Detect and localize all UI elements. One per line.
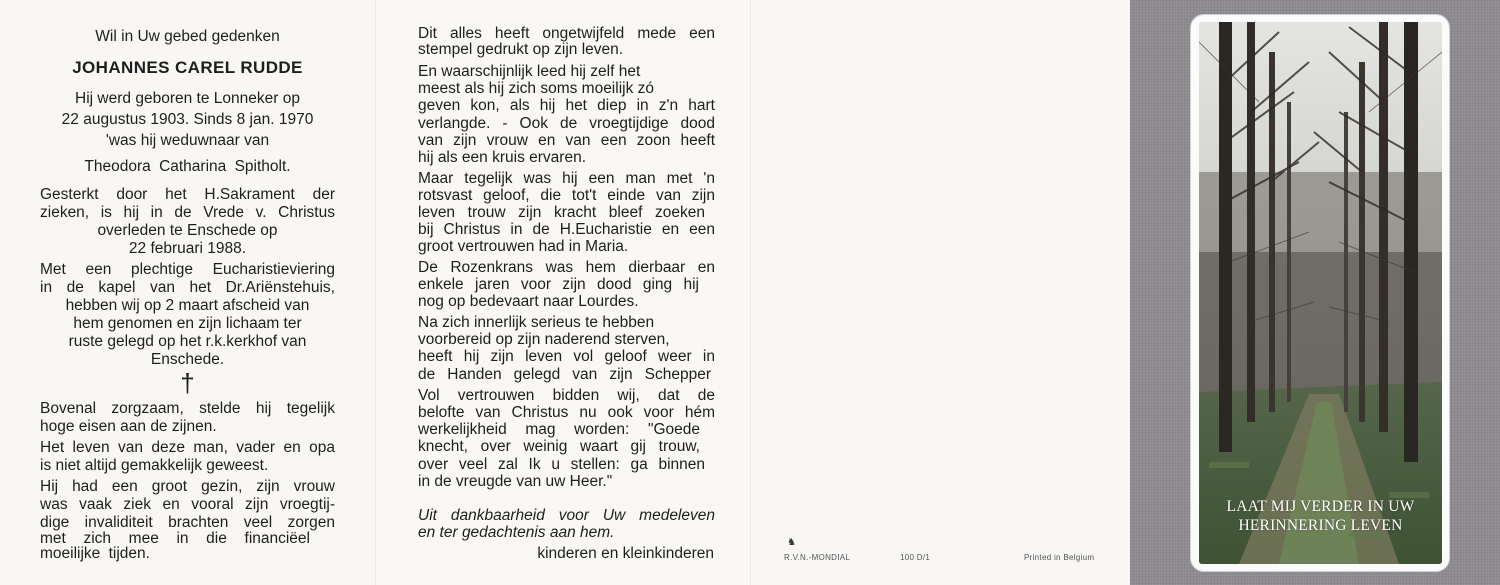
paragraph-line: Maar tegelijk was hij een man met 'n bbox=[418, 170, 715, 187]
cover-photo bbox=[1199, 22, 1442, 564]
cross-icon: † bbox=[180, 368, 195, 398]
paragraph-line: hoge eisen aan de zijnen. bbox=[40, 418, 217, 435]
death-line: zieken, is hij in de Vrede v. Christus bbox=[40, 204, 335, 221]
paragraph-line: stempel gedrukt op zijn leven. bbox=[418, 41, 624, 58]
paragraph-line: Vol vertrouwen bidden wij, dat de bbox=[418, 387, 715, 404]
paragraph-line: moeilijke tijden. bbox=[40, 545, 150, 562]
funeral-line: Met een plechtige Eucharistieviering bbox=[40, 261, 335, 278]
death-line: Gesterkt door het H.Sakrament der bbox=[40, 186, 335, 203]
paragraph-line: dige invaliditeit brachten veel zorgen bbox=[40, 514, 335, 531]
paragraph-line: voorbereid op zijn naderend sterven, bbox=[418, 331, 670, 348]
print-code: 100 D/1 bbox=[900, 553, 931, 562]
paragraph-line: verlangde. - Ook de vroegtijdige dood bbox=[418, 115, 715, 132]
paragraph-line: Na zich innerlijk serieus te hebben bbox=[418, 314, 655, 331]
death-line: 22 februari 1988. bbox=[128, 240, 247, 257]
death-line: overleden te Enschede op bbox=[97, 222, 278, 239]
card-panel-back bbox=[750, 0, 1130, 585]
born-line: Hij werd geboren te Lonneker op bbox=[75, 90, 300, 107]
paragraph-line: De Rozenkrans was hem dierbaar en bbox=[418, 259, 715, 276]
born-line: 'was hij weduwnaar van bbox=[105, 132, 270, 149]
spouse-name: Theodora Catharina Spitholt. bbox=[84, 158, 291, 175]
thanks-line: Uit dankbaarheid voor Uw medeleven bbox=[418, 507, 715, 524]
fold-line bbox=[750, 0, 751, 585]
publisher-logo-icon: ♞ bbox=[787, 537, 797, 548]
paragraph-line: enkele jaren voor zijn dood ging hij bbox=[418, 276, 699, 293]
paragraph-line: belofte van Christus nu ook voor hém bbox=[418, 404, 715, 421]
intro-text: Wil in Uw gebed gedenken bbox=[95, 28, 280, 45]
deceased-name: JOHANNES CAREL RUDDE bbox=[72, 58, 303, 77]
paragraph-line: groot vertrouwen had in Maria. bbox=[418, 238, 629, 255]
paragraph-line: bij Christus in de H.Eucharistie en een bbox=[418, 221, 715, 238]
funeral-line: hem genomen en zijn lichaam ter bbox=[73, 315, 302, 332]
funeral-line: Enschede. bbox=[150, 351, 225, 368]
paragraph-line: is niet altijd gemakkelijk geweest. bbox=[40, 457, 269, 474]
paragraph-line: Dit alles heeft ongetwijfeld mede een bbox=[418, 25, 715, 42]
paragraph-line: met zich mee in die financiëel bbox=[40, 530, 310, 547]
paragraph-line: nog op bedevaart naar Lourdes. bbox=[418, 293, 639, 310]
fold-line bbox=[375, 0, 376, 585]
publisher-name: R.V.N.-MONDIAL bbox=[784, 553, 851, 562]
forest-path-illustration bbox=[1199, 22, 1442, 564]
funeral-line: in de kapel van het Dr.Ariënstehuis, bbox=[40, 279, 335, 296]
paragraph-line: Hij had een groot gezin, zijn vrouw bbox=[40, 478, 335, 495]
cover-caption-line: HERINNERING LEVEN bbox=[1238, 517, 1403, 534]
paragraph-line: Bovenal zorgzaam, stelde hij tegelijk bbox=[40, 400, 335, 417]
paragraph-line: En waarschijnlijk leed hij zelf het bbox=[418, 63, 641, 80]
paragraph-line: meest als hij zich soms moeilijk zó bbox=[418, 80, 655, 97]
funeral-line: hebben wij op 2 maart afscheid van bbox=[65, 297, 310, 314]
cover-caption-line: LAAT MIJ VERDER IN UW bbox=[1226, 498, 1415, 515]
paragraph-line: heeft hij zijn leven vol geloof weer in bbox=[418, 348, 715, 365]
paragraph-line: leven trouw zijn kracht bleef zoeken bbox=[418, 204, 705, 221]
paragraph-line: over veel zal Ik u stellen: ga binnen bbox=[418, 456, 705, 473]
paragraph-line: knecht, over weinig waart gij trouw, bbox=[418, 438, 700, 455]
paragraph-line: in de vreugde van uw Heer." bbox=[418, 473, 613, 490]
printed-in: Printed in Belgium bbox=[1024, 553, 1095, 562]
funeral-line: ruste gelegd op het r.k.kerkhof van bbox=[68, 333, 307, 350]
born-line: 22 augustus 1903. Sinds 8 jan. 1970 bbox=[61, 111, 314, 128]
paragraph-line: hij als een kruis ervaren. bbox=[418, 149, 586, 166]
paragraph-line: was vaak ziek en vooral zijn vroegtij- bbox=[40, 496, 335, 513]
paragraph-line: de Handen gelegd van zijn Schepper bbox=[418, 366, 711, 383]
thanks-line: en ter gedachtenis aan hem. bbox=[418, 524, 615, 541]
paragraph-line: werkelijkheid mag worden: "Goede bbox=[418, 421, 700, 438]
paragraph-line: geven kon, als hij het diep in z'n hart bbox=[418, 97, 715, 114]
paragraph-line: rotsvast geloof, die tot't einde van zijn bbox=[418, 187, 715, 204]
paragraph-line: van zijn vrouw en van een zoon heeft bbox=[418, 132, 715, 149]
signature-line: kinderen en kleinkinderen bbox=[537, 545, 714, 562]
paragraph-line: Het leven van deze man, vader en opa bbox=[40, 439, 335, 456]
